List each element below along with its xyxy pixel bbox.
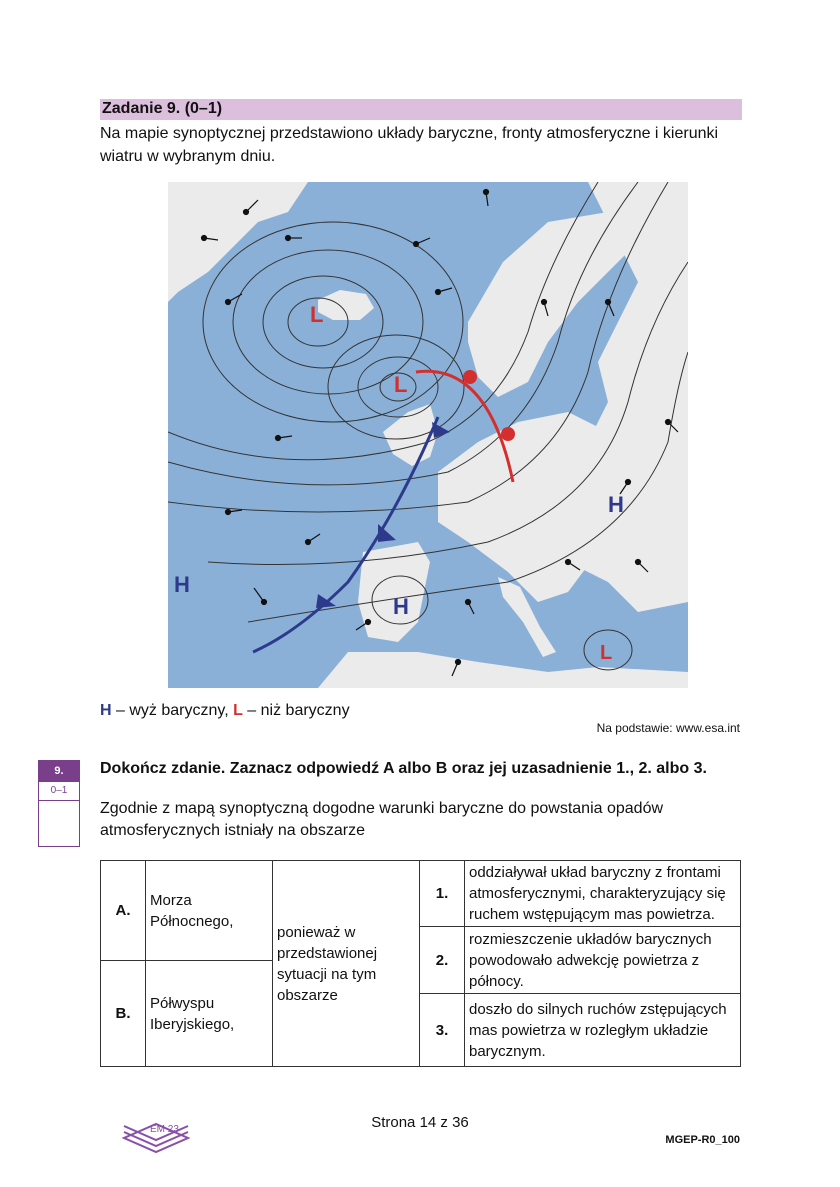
legend-low-symbol: L (233, 702, 243, 719)
map-source: Na podstawie: www.esa.int (596, 721, 740, 735)
warm-front-symbol (501, 427, 515, 441)
score-box (38, 760, 80, 847)
logo-text: EM 23 (150, 1124, 179, 1135)
legend-high-symbol: H (100, 702, 112, 719)
high-label: H (393, 594, 409, 619)
option-a-text[interactable]: Morza Północnego, (146, 861, 273, 961)
reason-2-text[interactable]: rozmieszczenie układów barycznych powodowało adwekcję powietrza z północy. (465, 927, 741, 994)
reason-3-text[interactable]: doszło do silnych ruchów zstępujących mas powietrza w rozległym układzie barycznym. (465, 994, 741, 1067)
reason-1-label[interactable]: 1. (420, 861, 465, 927)
synoptic-map (168, 182, 688, 688)
low-label: L (600, 642, 613, 664)
low-label: L (310, 302, 324, 327)
exam-code: MGEP-R0_100 (665, 1134, 740, 1146)
warm-front-symbol (463, 370, 477, 384)
reason-2-label[interactable]: 2. (420, 927, 465, 994)
option-b-text[interactable]: Półwyspu Iberyjskiego, (146, 961, 273, 1067)
connector-text: ponieważ w przedstawionej sytuacji na tym obszarze (273, 861, 420, 1067)
high-label: H (608, 492, 624, 517)
reason-1-text[interactable]: oddziaływał układ baryczny z frontami atmosferycznymi, charakteryzujący się ruchem wstępującym mas powietrza. (465, 861, 741, 927)
high-label: H (174, 572, 190, 597)
question-text: Zgodnie z mapą synoptyczną dogodne warunki baryczne do powstania opadów atmosferycznych istniały na obszarze (100, 800, 664, 839)
page-number: Strona 14 z 36 (371, 1114, 469, 1131)
reason-3-label[interactable]: 3. (420, 994, 465, 1067)
map-legend (100, 702, 350, 720)
instruction: Dokończ zdanie. Zaznacz odpowiedź A albo B oraz jej uzasadnienie 1., 2. albo 3. (100, 760, 707, 777)
score-points: 0–1 (39, 782, 79, 801)
task-intro: Na mapie synoptycznej przedstawiono układy baryczne, fronty atmosferyczne i kierunki wiatru w wybranym dniu. (100, 125, 719, 165)
option-a-label[interactable]: A. (101, 861, 146, 961)
task-title: Zadanie 9. (0–1) (102, 100, 223, 117)
legend-high-text: – wyż baryczny, (111, 702, 234, 719)
legend-low-text: – niż baryczny (242, 702, 350, 719)
answer-table (100, 860, 741, 1067)
option-b-label[interactable]: B. (101, 961, 146, 1067)
low-label: L (394, 372, 408, 397)
score-task-number: 9. (39, 761, 79, 782)
